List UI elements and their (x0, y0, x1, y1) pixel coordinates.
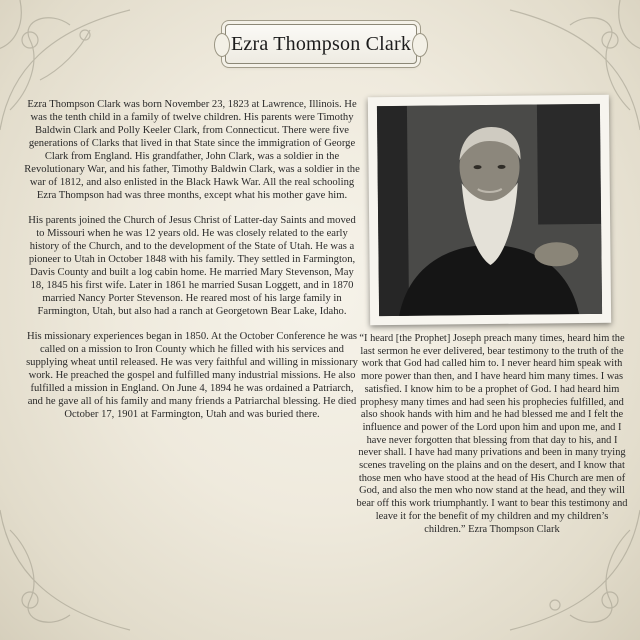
portrait-photo-icon (377, 104, 602, 316)
plaque-ornament-right (412, 33, 428, 57)
biography-text (24, 98, 360, 433)
photo-frame (368, 95, 611, 326)
quote-text: “I heard [the Prophet] Joseph preach many times, heard him the last sermon he ever delivered, bear testimony to the truth of the work that God had called him to. I never heard him speak with more power than then, and I have heard him many times. I was satisfied. I know him to be a prophet of God. I had heard him prophesy many times and had seen his prophecies fulfilled, and also shook hands with him and he had blessed me and I felt the influence and power of the Lord upon him and upon me, and I have never forgotten that blessing from that day to his, and I never shall. I have had many privations and been in many trying scenes traveling on the plains and on the desert, and I know that those men who have stood at the head of His Church are men of God, and also the men who now stand at the head, and they will bear off this work triumphantly. I want to bear this testimony and leave it for the benefit of my children and my children’s children.” Ezra Thompson Clark (356, 333, 628, 535)
bio-paragraph: His parents joined the Church of Jesus Christ of Latter-day Saints and moved to Missouri when he was 12 years old. He was closely related to the early history of the Church, and to the development of the State of Utah. He was a pioneer to Utah in October 1848 with his family. They settled in Farmington, Davis County and built a log cabin home. He married Mary Stevenson, May 18, 1845 his first wife. Later in 1861 he married Susan Loggett, and in 1870 married Nancy Porter Stevenson. He reared most of his large family in Farmington, Utah, but also had a ranch at Georgetown Bear Lake, Idaho. (28, 215, 356, 317)
portrait-photo (377, 104, 602, 316)
bio-paragraph: His missionary experiences began in 1850. At the October Conference he was called on a mission to Iron County which he filled with his services and supplying wheat until released. He was very faithful and willing in missionary work. He preached the gospel and fulfilled many industrial missions. He also fulfilled a mission in England. On June 4, 1894 he was ordained a Patriarch, and he gave all of his family and many friends a Patriarchal blessing. He died October 17, 1901 at Farmington, Utah and was buried there. (26, 331, 358, 420)
plaque-ornament-left (214, 33, 230, 57)
page-title: Ezra Thompson Clark (230, 32, 412, 55)
bio-paragraph: Ezra Thompson Clark was born November 23, 1823 at Lawrence, Illinois. He was the tenth child in a family of twelve children. His parents were Timothy Baldwin Clark and Polly Keeler Clark, from Connecticut. There were five generations of Clarks that lived in that State since the immigration of George Clark from England. His grandfather, John Clark, was a soldier in the Revolutionary War, and his father, Timothy Baldwin Clark, was a soldier in the war of 1812, and also enlisted in the Black Hawk War. All the real schooling Ezra Thompson had was three months, except what his mother gave him. (24, 99, 360, 201)
corner-flourish-bottom-left (0, 500, 140, 640)
title-plaque (225, 24, 417, 64)
